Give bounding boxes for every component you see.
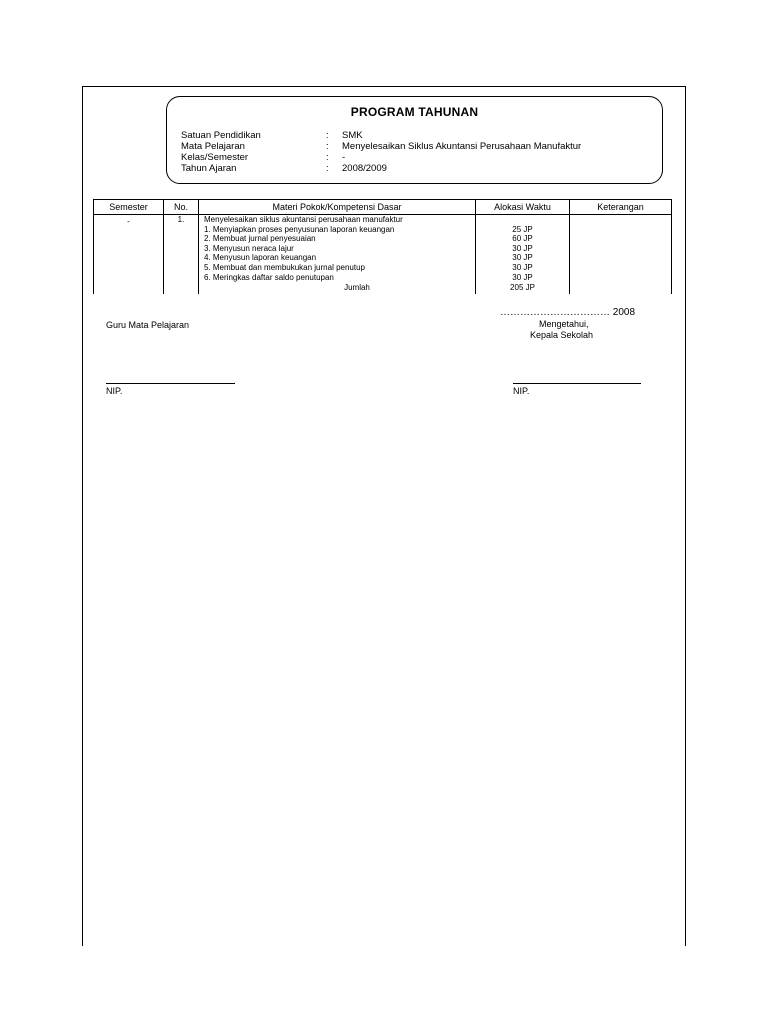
materi-item: 1. Menyiapkan proses penyusunan laporan keuangan [204, 224, 395, 234]
materi-cell [199, 215, 476, 283]
materi-item: 4. Menyusun laporan keuangan [204, 253, 317, 263]
info-label: Tahun Ajaran [181, 163, 237, 174]
number-cell [164, 215, 199, 283]
jumlah-total-cell [476, 282, 570, 294]
materi-item: 3. Menyusun neraca lajur [204, 243, 294, 253]
info-value: Menyelesaikan Siklus Akuntansi Perusahaan Manufaktur [342, 141, 582, 152]
jumlah-row [94, 282, 672, 294]
materi-item: 2. Membuat jurnal penyesuaian [204, 234, 316, 244]
column-header-semester: Semester [94, 200, 164, 215]
info-separator: : [326, 163, 329, 174]
alokasi-value: 60 JP [512, 234, 533, 244]
approval-label: Mengetahui, [539, 319, 589, 329]
number-value: 1. [177, 215, 185, 224]
info-row-satuan-pendidikan [181, 131, 363, 141]
table-header-row [94, 200, 672, 215]
date-line: …………………………… 2008 [500, 307, 636, 318]
teacher-nip: NIP. [106, 386, 123, 396]
info-separator: : [326, 130, 329, 141]
principal-signature-line [513, 383, 641, 384]
semester-cell [94, 215, 164, 283]
teacher-signature-line [106, 383, 235, 384]
jumlah-label: Jumlah [344, 283, 370, 293]
info-separator: : [326, 152, 329, 163]
info-value: SMK [342, 130, 363, 141]
semester-value: - [127, 217, 130, 226]
alokasi-value: 25 JP [512, 224, 533, 234]
jumlah-cell [199, 282, 476, 294]
materi-title: Menyelesaikan siklus akuntansi perusahaan manufaktur [204, 215, 403, 224]
program-table [93, 199, 672, 294]
column-header-keterangan: Keterangan [570, 200, 672, 215]
info-label: Mata Pelajaran [181, 141, 245, 152]
info-label: Kelas/Semester [181, 152, 249, 163]
materi-item: 6. Meringkas daftar saldo penutupan [204, 272, 334, 282]
jumlah-total: 205 JP [510, 283, 535, 293]
alokasi-value: 30 JP [512, 253, 533, 263]
table-row [94, 215, 672, 283]
info-value: 2008/2009 [342, 163, 387, 174]
column-header-materi: Materi Pokok/Kompetensi Dasar [199, 200, 476, 215]
info-row-mata-pelajaran [181, 142, 581, 152]
alokasi-value: 30 JP [512, 243, 533, 253]
info-row-kelas-semester [181, 153, 345, 163]
materi-item: 5. Membuat dan membukukan jurnal penutup [204, 262, 365, 272]
alokasi-value: 30 JP [512, 272, 533, 282]
teacher-role: Guru Mata Pelajaran [106, 320, 190, 330]
principal-role: Kepala Sekolah [530, 330, 594, 340]
column-header-alokasi: Alokasi Waktu [476, 200, 570, 215]
alokasi-value: 30 JP [512, 262, 533, 272]
info-value: - [342, 152, 346, 163]
header-box [166, 96, 663, 184]
column-header-no: No. [164, 200, 199, 215]
info-separator: : [326, 141, 329, 152]
keterangan-cell [570, 215, 672, 283]
principal-nip: NIP. [513, 386, 530, 396]
info-label: Satuan Pendidikan [181, 130, 261, 141]
alokasi-cell [476, 215, 570, 283]
document-title: PROGRAM TAHUNAN [350, 105, 479, 119]
info-row-tahun-ajaran [181, 164, 387, 174]
